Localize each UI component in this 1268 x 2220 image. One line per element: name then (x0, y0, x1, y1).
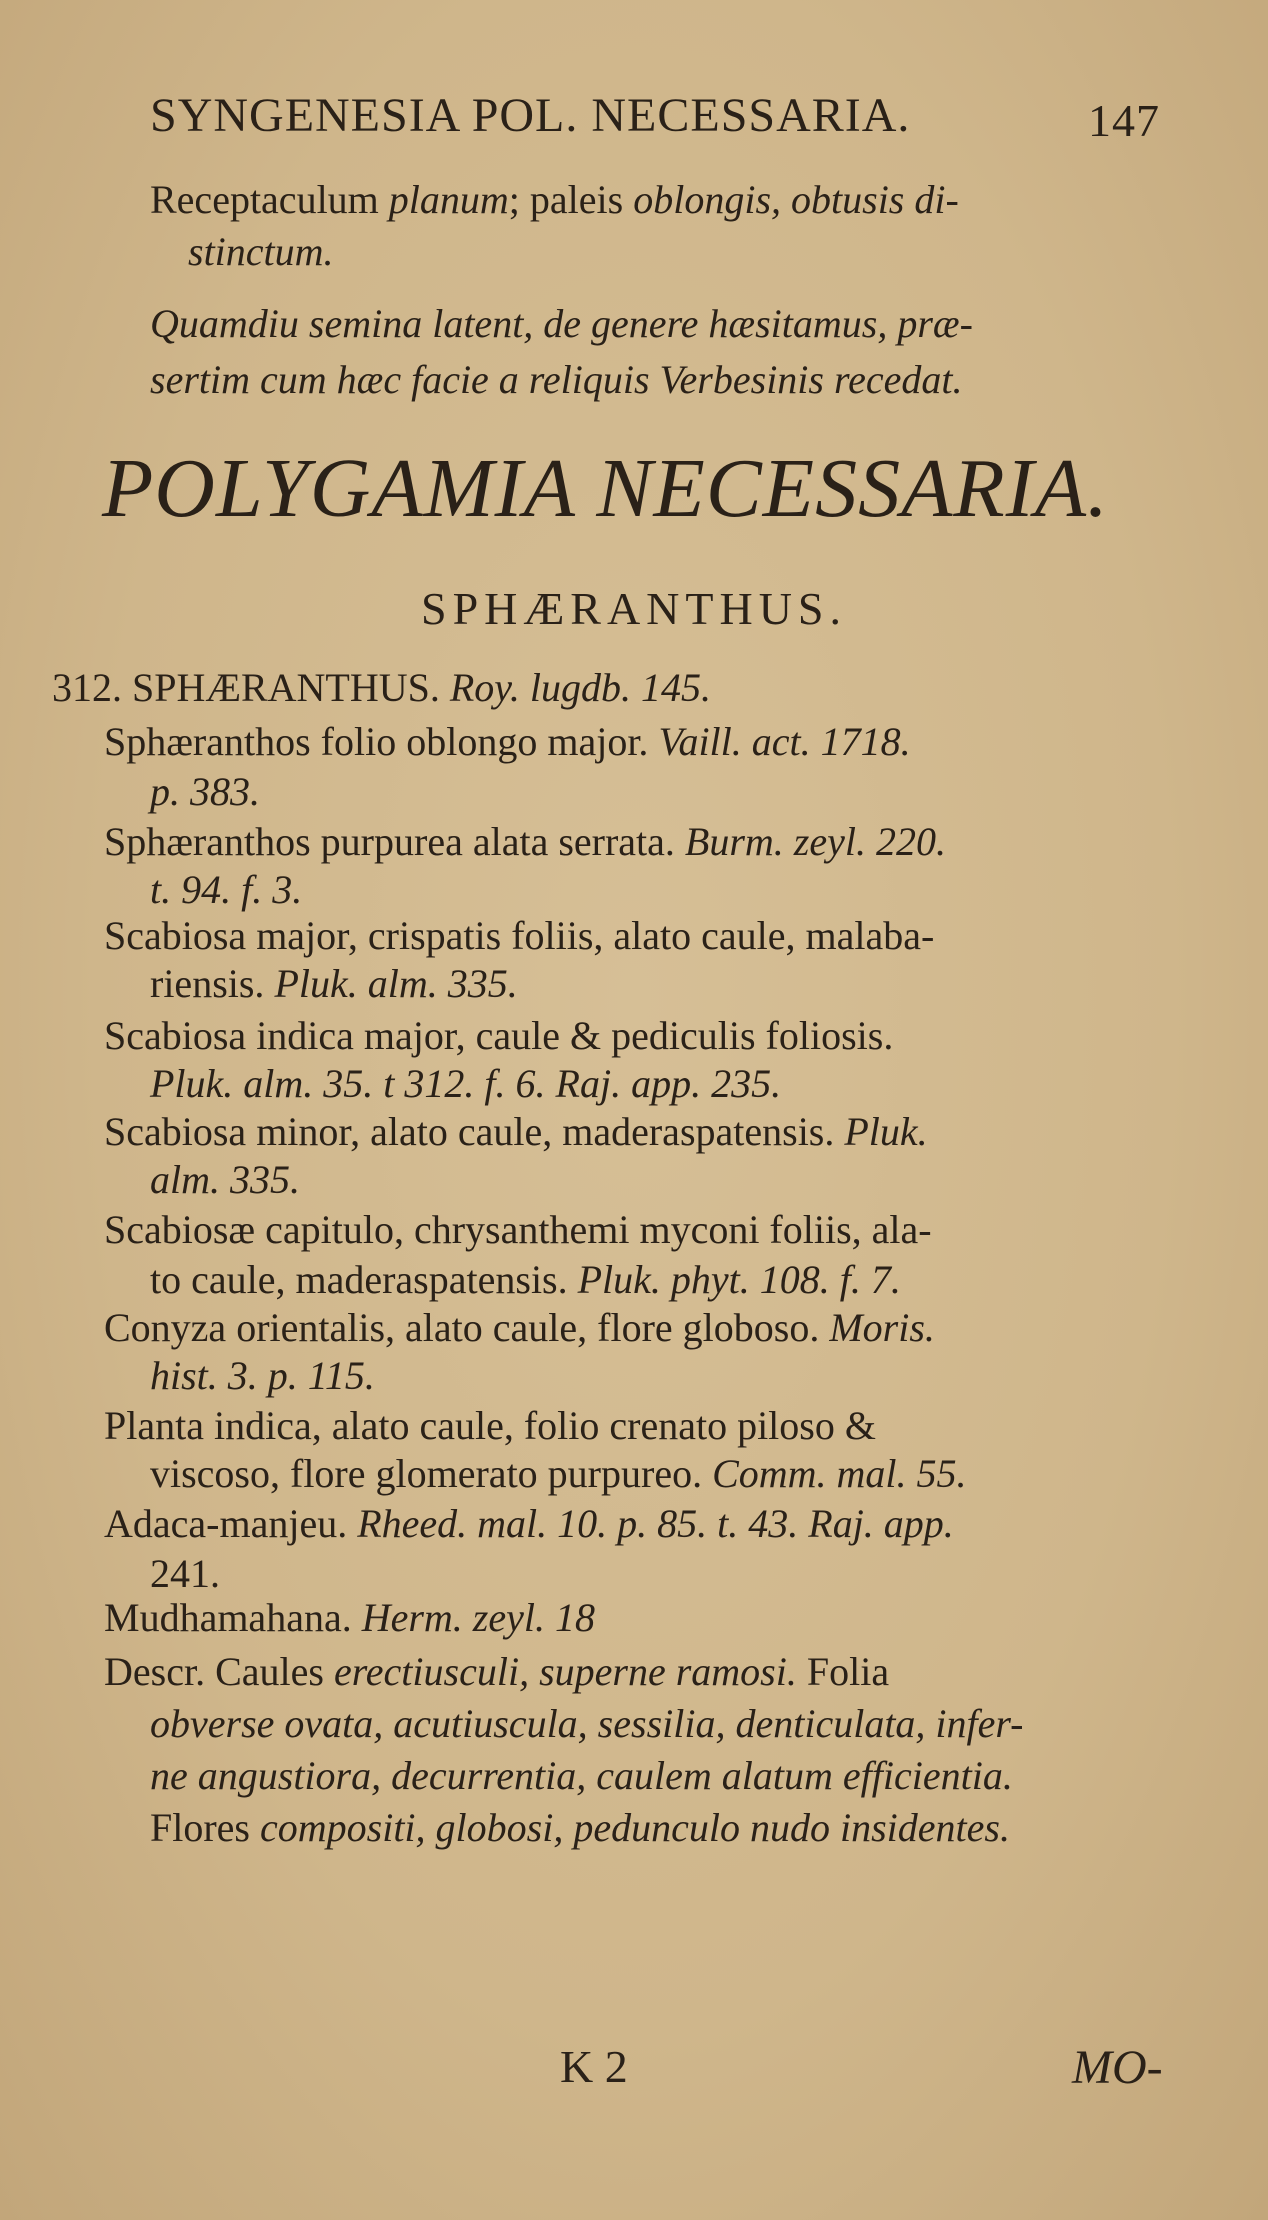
intro-line-3: Quamdiu semina latent, de genere hæsitamus, præ- (150, 301, 973, 346)
entry-line: Adaca-manjeu. Rheed. mal. 10. p. 85. t. 43. Raj. app. (104, 1501, 954, 1546)
entry-line: 241. (150, 1551, 220, 1596)
page-number: 147 (1088, 95, 1160, 146)
entry-line: riensis. Pluk. alm. 335. (150, 961, 518, 1006)
description-line-1: Descr. Caules erectiusculi, superne ramosi. Folia (104, 1649, 890, 1694)
entry-line: t. 94. f. 3. (150, 867, 303, 912)
description-line-4: Flores compositi, globosi, pedunculo nudo insidentes. (150, 1805, 1010, 1850)
entry-line: p. 383. (150, 769, 260, 814)
entry-line: 312. SPHÆRANTHUS. Roy. lugdb. 145. (52, 665, 711, 710)
entry-line: Planta indica, alato caule, folio crenato piloso & (104, 1403, 876, 1448)
genus-heading: SPHÆRANTHUS. (420, 583, 848, 634)
header-title: SYNGENESIA POL. NECESSARIA. (150, 89, 911, 142)
description-line-3: ne angustiora, decurrentia, caulem alatum efficientia. (150, 1753, 1013, 1798)
entry-line: viscoso, flore glomerato purpureo. Comm. mal. 55. (150, 1451, 967, 1496)
catchword: MO- (1072, 2041, 1163, 2094)
entry-line: alm. 335. (150, 1157, 300, 1202)
entry-line: Conyza orientalis, alato caule, flore globoso. Moris. (104, 1305, 935, 1350)
intro-line-2: stinctum. (188, 229, 334, 274)
description-line-2: obverse ovata, acutiuscula, sessilia, denticulata, infer- (150, 1701, 1024, 1746)
entry-line: Scabiosa indica major, caule & pediculis foliosis. (104, 1013, 894, 1058)
running-header (150, 88, 1160, 146)
entry-line: hist. 3. p. 115. (150, 1353, 375, 1398)
section-title: POLYGAMIA NECESSARIA. (102, 442, 1110, 535)
entry-line: Mudhamahana. Herm. zeyl. 18 (104, 1595, 595, 1640)
entry-line: Sphæranthos purpurea alata serrata. Burm. zeyl. 220. (104, 819, 946, 864)
intro-line-1: Receptaculum planum; paleis oblongis, obtusis di- (150, 177, 959, 222)
entry-line: Scabiosæ capitulo, chrysanthemi myconi foliis, ala- (104, 1207, 932, 1252)
entry-line: Scabiosa major, crispatis foliis, alato caule, malaba- (104, 913, 935, 958)
entry-line: Pluk. alm. 35. t 312. f. 6. Raj. app. 235. (150, 1061, 782, 1106)
signature-mark: K 2 (560, 2041, 628, 2092)
entry-line: Scabiosa minor, alato caule, maderaspatensis. Pluk. (104, 1109, 928, 1154)
entry-line: Sphæranthos folio oblongo major. Vaill. act. 1718. (104, 719, 911, 764)
entry-line: to caule, maderaspatensis. Pluk. phyt. 108. f. 7. (150, 1257, 901, 1302)
intro-line-4: sertim cum hæc facie a reliquis Verbesinis recedat. (150, 357, 963, 402)
